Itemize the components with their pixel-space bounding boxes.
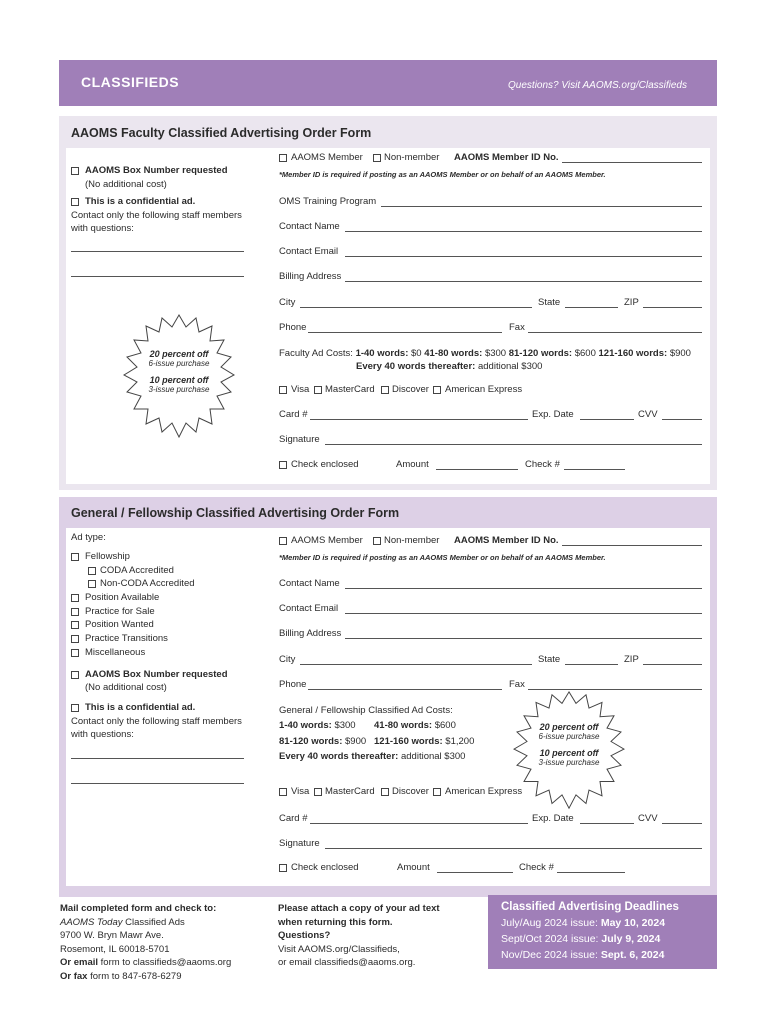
faculty-cost4-label: 121-160 words: [598, 348, 668, 359]
general-position-available-checkbox[interactable] [71, 594, 79, 602]
footer-mail-title: Mail completed form and check to: [60, 903, 217, 914]
faculty-oms-program-field[interactable] [381, 206, 702, 207]
footer-mail-line-2: 9700 W. Bryn Mawr Ave. [60, 930, 164, 941]
general-city-field[interactable] [300, 664, 532, 665]
general-contact-only-label: Contact only the following staff members [71, 716, 242, 727]
faculty-member-id-field[interactable] [562, 162, 702, 163]
general-contact-email-label: Contact Email [279, 603, 339, 614]
deadline-1-date: May 10, 2024 [600, 917, 666, 929]
general-staff-line-2[interactable] [71, 783, 244, 784]
general-fellowship-checkbox[interactable] [71, 553, 79, 561]
header-questions-link[interactable]: Questions? Visit AAOMS.org/Classifieds [508, 80, 687, 91]
general-zip-label: ZIP [624, 654, 639, 665]
general-misc-label: Miscellaneous [85, 647, 146, 658]
faculty-burst-3issue-label: 3-issue purchase [148, 385, 210, 394]
general-burst-text [520, 722, 618, 767]
general-confidential-label: This is a confidential ad. [85, 702, 196, 713]
deadlines-title: Classified Advertising Deadlines [501, 901, 679, 913]
faculty-form-title: AAOMS Faculty Classified Advertising Order Form [71, 126, 372, 140]
footer-fax-number: form to 847-678-6279 [87, 970, 182, 982]
general-member-label: AAOMS Member [291, 535, 363, 546]
general-check-no-label: Check # [519, 862, 554, 873]
general-cost-row-1b [374, 720, 456, 731]
general-mastercard-checkbox[interactable] [314, 788, 322, 796]
faculty-exp-label: Exp. Date [532, 409, 574, 420]
footer-mail-publication: AAOMS Today [60, 916, 123, 928]
faculty-check-enclosed-label: Check enclosed [291, 459, 359, 470]
deadline-row-1 [501, 915, 704, 931]
faculty-nonmember-checkbox[interactable] [373, 154, 381, 162]
general-noncoda-checkbox[interactable] [88, 580, 96, 588]
deadline-row-3 [501, 947, 704, 963]
general-cost2-label: 41-80 words: [374, 720, 433, 731]
general-mastercard-label: MasterCard [325, 786, 375, 797]
faculty-confidential-label: This is a confidential ad. [85, 196, 196, 207]
general-billing-address-field[interactable] [345, 638, 702, 639]
general-member-id-field[interactable] [562, 545, 702, 546]
general-discover-checkbox[interactable] [381, 788, 389, 796]
faculty-contact-email-field[interactable] [345, 256, 702, 257]
faculty-cost2-label: 41-80 words: [424, 348, 483, 359]
footer-attach-info [278, 902, 440, 970]
general-box-number-checkbox[interactable] [71, 671, 79, 679]
general-cost1-label: 1-40 words: [279, 720, 332, 731]
faculty-burst-6issue-label: 6-issue purchase [148, 359, 210, 368]
general-zip-field[interactable] [643, 664, 702, 665]
faculty-cost4-value: $900 [669, 348, 691, 359]
faculty-box-number-label: AAOMS Box Number requested [85, 165, 228, 176]
general-exp-label: Exp. Date [532, 813, 574, 824]
faculty-exp-field[interactable] [580, 419, 634, 420]
general-box-number-label: AAOMS Box Number requested [85, 669, 228, 680]
general-card-field[interactable] [310, 823, 528, 824]
general-cost1-value: $300 [334, 720, 356, 731]
general-amount-field[interactable] [437, 872, 513, 873]
general-amex-checkbox[interactable] [433, 788, 441, 796]
faculty-zip-field[interactable] [643, 307, 702, 308]
faculty-burst-20-label: 20 percent off [149, 349, 209, 359]
general-ad-type-label: Ad type: [71, 532, 106, 543]
general-member-note: *Member ID is required if posting as an AAOMS Member or on behalf of an AAOMS Member. [279, 553, 606, 562]
footer-attach-line-1: Please attach a copy of your ad text [278, 903, 440, 914]
faculty-contact-name-label: Contact Name [279, 221, 340, 232]
general-cost3-value: $900 [345, 736, 367, 747]
deadline-row-2 [501, 931, 704, 947]
faculty-discover-checkbox[interactable] [381, 386, 389, 394]
footer-email-bold: Or email [60, 957, 99, 968]
footer-mail-line-1 [60, 916, 231, 930]
faculty-staff-line-1[interactable] [71, 251, 244, 252]
faculty-contact-email-label: Contact Email [279, 246, 339, 257]
footer-mail-classified: Classified Ads [122, 916, 185, 928]
general-nonmember-checkbox[interactable] [373, 537, 381, 545]
general-confidential-checkbox[interactable] [71, 704, 79, 712]
footer-questions-title: Questions? [278, 930, 331, 941]
faculty-state-label: State [538, 297, 561, 308]
general-position-wanted-checkbox[interactable] [71, 621, 79, 629]
general-noncoda-label: Non-CODA Accredited [100, 578, 195, 589]
faculty-check-no-field[interactable] [564, 469, 625, 470]
faculty-amount-label: Amount [396, 459, 429, 470]
deadline-2-label: Sept/Oct 2024 issue: [501, 933, 599, 945]
footer-fax-bold: Or fax [60, 970, 88, 982]
faculty-city-field[interactable] [300, 307, 532, 308]
faculty-no-cost-label: (No additional cost) [85, 179, 167, 190]
deadline-3-date: Sept. 6, 2024 [600, 949, 665, 961]
general-position-wanted-label: Position Wanted [85, 619, 154, 630]
general-member-id-label: AAOMS Member ID No. [454, 535, 559, 546]
general-state-field[interactable] [565, 664, 618, 665]
general-cost-extra-label: Every 40 words thereafter: [279, 751, 399, 762]
general-contact-name-field[interactable] [345, 588, 702, 589]
classifieds-header [59, 60, 717, 106]
header-title: CLASSIFIEDS [81, 74, 180, 90]
faculty-zip-label: ZIP [624, 297, 639, 308]
faculty-confidential-checkbox[interactable] [71, 198, 79, 206]
general-contact-email-field[interactable] [345, 613, 702, 614]
faculty-costs-line [279, 348, 691, 359]
general-signature-label: Signature [279, 838, 320, 849]
faculty-with-questions-label: with questions: [71, 223, 134, 234]
general-check-enclosed-checkbox[interactable] [279, 864, 287, 872]
faculty-mastercard-label: MasterCard [325, 384, 375, 395]
faculty-state-field[interactable] [565, 307, 618, 308]
faculty-cost3-label: 81-120 words: [508, 348, 573, 359]
faculty-oms-program-label: OMS Training Program [279, 196, 377, 207]
general-cvv-label: CVV [638, 813, 658, 824]
faculty-check-enclosed-checkbox[interactable] [279, 461, 287, 469]
faculty-fax-field[interactable] [528, 332, 702, 333]
faculty-visa-label: Visa [291, 384, 310, 395]
general-visa-checkbox[interactable] [279, 788, 287, 796]
footer-mail-info [60, 902, 231, 983]
faculty-cost1-label: 1-40 words: [355, 348, 409, 359]
faculty-member-label: AAOMS Member [291, 152, 363, 163]
general-cvv-field[interactable] [662, 823, 702, 824]
deadline-3-label: Nov/Dec 2024 issue: [501, 949, 598, 961]
faculty-signature-field[interactable] [325, 444, 702, 445]
faculty-cost2-value: $300 [484, 348, 507, 359]
faculty-cost-extra-label: Every 40 words thereafter: [356, 361, 476, 372]
general-cost-row-1 [279, 720, 356, 731]
faculty-burst-text [130, 349, 228, 394]
general-fax-label: Fax [509, 679, 525, 690]
general-contact-name-label: Contact Name [279, 578, 340, 589]
general-exp-field[interactable] [580, 823, 634, 824]
faculty-cvv-field[interactable] [662, 419, 702, 420]
footer-questions-email[interactable]: or email classifieds@aaoms.org. [278, 957, 416, 968]
faculty-visa-checkbox[interactable] [279, 386, 287, 394]
general-costs-label: General / Fellowship Classified Ad Costs: [279, 705, 453, 716]
faculty-signature-label: Signature [279, 434, 320, 445]
footer-email-line [60, 956, 231, 970]
faculty-mastercard-checkbox[interactable] [314, 386, 322, 394]
faculty-billing-address-field[interactable] [345, 281, 702, 282]
faculty-contact-name-field[interactable] [345, 231, 702, 232]
faculty-amex-label: American Express [445, 384, 523, 395]
general-cost4-label: 121-160 words: [374, 736, 443, 747]
faculty-member-checkbox[interactable] [279, 154, 287, 162]
general-burst-3issue-label: 3-issue purchase [538, 758, 600, 767]
general-nonmember-label: Non-member [384, 535, 440, 546]
general-phone-label: Phone [279, 679, 307, 690]
general-billing-address-label: Billing Address [279, 628, 342, 639]
general-amex-label: American Express [445, 786, 523, 797]
general-practice-sale-label: Practice for Sale [85, 606, 155, 617]
faculty-card-field[interactable] [310, 419, 528, 420]
general-with-questions-label: with questions: [71, 729, 134, 740]
general-burst-20-label: 20 percent off [539, 722, 599, 732]
faculty-cost-extra-value: additional $300 [477, 361, 543, 372]
general-city-label: City [279, 654, 296, 665]
faculty-discover-label: Discover [392, 384, 429, 395]
general-burst-6issue-label: 6-issue purchase [538, 732, 600, 741]
general-form-title: General / Fellowship Classified Advertising Order Form [71, 506, 400, 520]
faculty-amount-field[interactable] [436, 469, 518, 470]
general-practice-transitions-label: Practice Transitions [85, 633, 168, 644]
general-fellowship-label: Fellowship [85, 551, 130, 562]
faculty-costs-label: Faculty Ad Costs: [279, 348, 353, 359]
general-cost4-value: $1,200 [445, 736, 475, 747]
general-cost2-value: $600 [434, 720, 456, 731]
faculty-city-label: City [279, 297, 296, 308]
general-check-no-field[interactable] [557, 872, 625, 873]
general-member-checkbox[interactable] [279, 537, 287, 545]
deadlines-box [488, 895, 717, 969]
general-no-cost-label: (No additional cost) [85, 682, 167, 693]
faculty-burst-10-label: 10 percent off [149, 375, 209, 385]
deadline-1-label: July/Aug 2024 issue: [501, 917, 598, 929]
faculty-member-id-label: AAOMS Member ID No. [454, 152, 559, 163]
general-phone-field[interactable] [308, 689, 502, 690]
general-practice-transitions-checkbox[interactable] [71, 635, 79, 643]
general-card-label: Card # [279, 813, 308, 824]
footer-attach-line-2: when returning this form. [278, 916, 393, 928]
faculty-box-number-checkbox[interactable] [71, 167, 79, 175]
faculty-cost1-value: $0 [411, 348, 422, 359]
general-check-enclosed-label: Check enclosed [291, 862, 359, 873]
footer-email-link[interactable]: form to classifieds@aaoms.org [98, 957, 232, 968]
general-coda-label: CODA Accredited [100, 565, 174, 576]
faculty-cost-extra-line [356, 361, 542, 372]
general-cost-row-2b [374, 736, 474, 747]
faculty-staff-line-2[interactable] [71, 276, 244, 277]
footer-mail-line-3: Rosemont, IL 60018-5701 [60, 943, 170, 955]
footer-fax-line [60, 970, 231, 984]
general-misc-checkbox[interactable] [71, 649, 79, 657]
general-staff-line-1[interactable] [71, 758, 244, 759]
faculty-card-label: Card # [279, 409, 308, 420]
faculty-cost3-value: $600 [574, 348, 596, 359]
faculty-cvv-label: CVV [638, 409, 658, 420]
footer-questions-link[interactable]: Visit AAOMS.org/Classifieds, [278, 943, 400, 955]
faculty-phone-label: Phone [279, 322, 307, 333]
general-burst-10-label: 10 percent off [539, 748, 599, 758]
general-cost-extra-value: additional $300 [400, 751, 466, 762]
general-visa-label: Visa [291, 786, 310, 797]
general-amount-label: Amount [397, 862, 430, 873]
general-signature-field[interactable] [325, 848, 702, 849]
faculty-nonmember-label: Non-member [384, 152, 440, 163]
general-cost-row-2 [279, 736, 366, 747]
faculty-billing-address-label: Billing Address [279, 271, 342, 282]
general-practice-sale-checkbox[interactable] [71, 608, 79, 616]
general-position-available-label: Position Available [85, 592, 160, 603]
faculty-member-note: *Member ID is required if posting as an AAOMS Member or on behalf of an AAOMS Member. [279, 170, 606, 179]
general-discover-label: Discover [392, 786, 429, 797]
faculty-phone-field[interactable] [308, 332, 502, 333]
faculty-contact-only-label: Contact only the following staff members [71, 210, 242, 221]
general-state-label: State [538, 654, 561, 665]
faculty-fax-label: Fax [509, 322, 525, 333]
faculty-amex-checkbox[interactable] [433, 386, 441, 394]
general-cost-extra-line [279, 751, 465, 762]
general-cost3-label: 81-120 words: [279, 736, 343, 747]
general-coda-checkbox[interactable] [88, 567, 96, 575]
deadline-2-date: July 9, 2024 [601, 933, 661, 945]
faculty-check-no-label: Check # [525, 459, 560, 470]
